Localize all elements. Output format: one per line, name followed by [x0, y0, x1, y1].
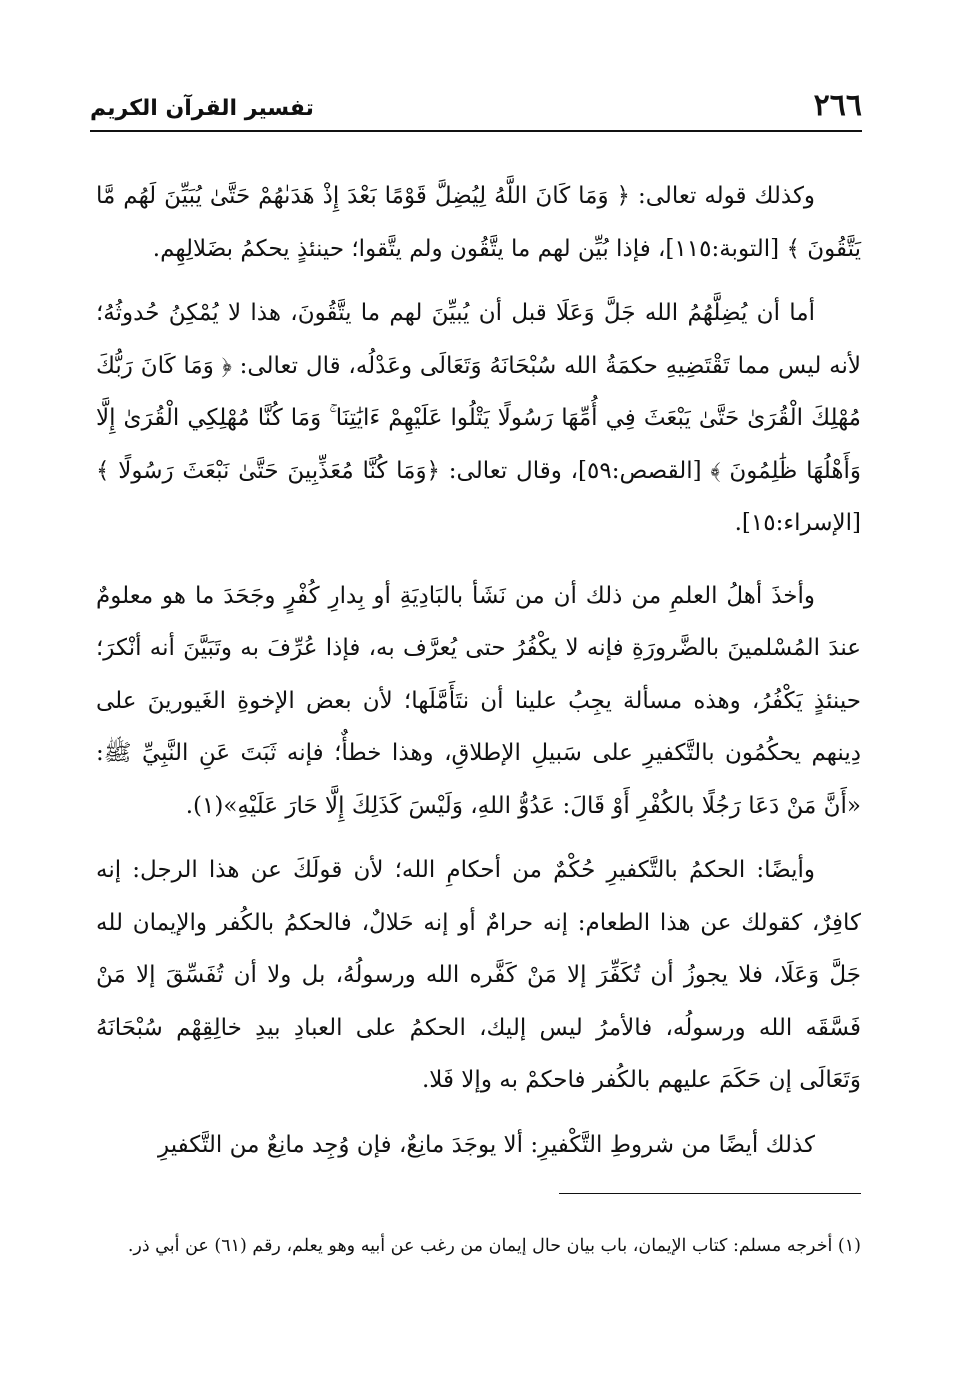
paragraph: وأخذَ أهلُ العلمِ من ذلك أن من نَشَأ بالبَادِيَةِ أو بِدارِ كُفْرٍ وجَحَدَ ما هو معلومٌ عندَ المُسْلمينَ بالضَّرورَةِ فإنه لا يكْفُرُ حتى يُعرَّف به، فإذا عُرِّفَ به وتَبَيَّنَ أنه أنْكرَ؛ حينئذٍ يَكْفُرُ، وهذه مسألة يجِبُ علينا أن نتَأَمَّلَها؛ لأن بعض الإخوةِ الغَيورينَ على دِينهم يحكُمُون بالتَّكفيرِ على سَبيلِ الإطلاقِ، وهذا خطأٌ؛ فإنه ثَبَتَ عَنِ النَّبِيِّ ﷺ: «أَنَّ مَنْ دَعَا رَجُلًا بالكُفْرِ أَوْ قَالَ: عَدُوُّ اللهِ، وَلَيْسَ كَذَلِكَ إِلَّا حَارَ عَلَيْهِ»(١). [96, 582, 861, 819]
paragraph: وكذلك قوله تعالى: ﴿ وَمَا كَانَ اللَّهُ لِيُضِلَّ قَوْمًا بَعْدَ إِذْ هَدَىٰهُمْ حَتَّىٰ يُبَيِّنَ لَهُم مَّا يَتَّقُونَ ﴾ [التوبة:١١٥]، فإذا بُيِّن لهم ما يتَّقُون ولم يتَّقوا؛ حينئذٍ يحكمُ بضَلالِهِم. [96, 183, 861, 262]
footnote-divider [559, 1193, 861, 1194]
page-number: ٢٦٦ [813, 88, 862, 123]
footnote: (١) أخرجه مسلم: كتاب الإيمان، باب بيان حال إيمان من رغب عن أبيه وهو يعلم، رقم (٦١) عن أبي ذر. [127, 1235, 861, 1256]
paragraph: كذلك أيضًا من شروطِ التَّكْفيرِ: ألا يوجَدَ مانِعٌ، فإن وُجِد مانِعٌ من التَّكفيرِ [158, 1131, 815, 1158]
page-header [90, 86, 862, 132]
paragraph: وأيضًا: الحكمُ بالتَّكفيرِ حُكْمٌ من أحكامِ الله؛ لأن قولَكَ عن هذا الرجل: إنه كافِرٌ، كقولك عن هذا الطعام: إنه حرامٌ أو إنه حَلالٌ، فالحكمُ بالكُفر والإيمان لله جَلَّ وَعَلَا، فلا يجوزُ أن تُكَفِّرَ إلا مَنْ كَفَّره الله ورسولُهُ، بل ولا أن تُفَسِّقَ إلا مَنْ فَسَّقَه الله ورسولُه، فالأمرُ ليس إليك، الحكمُ على العبادِ بيدِ خالِقِهْم سُبْحَانَهُ وَتَعَالَى إن حَكَمَ عليهم بالكُفر فاحكمْ به وإلا فَلا. [96, 857, 861, 1093]
paragraph: أما أن يُضِلَّهُمُ الله جَلَّ وَعَلَا قبل أن يُبيِّنَ لهم ما يتَّقُونَ، هذا لا يُمْكِنُ حُدوثُهُ؛ لأنه ليس مما تَقْتَضِيهِ حكمَةُ الله سُبْحَانَهُ وَتَعَالَى وعَدْلُه، قال تعالى: ﴿ وَمَا كَانَ رَبُّكَ مُهْلِكَ الْقُرَىٰ حَتَّىٰ يَبْعَثَ فِي أُمِّهَا رَسُولًا يَتْلُوا عَلَيْهِمْ ءَايَٰتِنَا ۚ وَمَا كُنَّا مُهْلِكِي الْقُرَىٰ إِلَّا وَأَهْلُهَا ظَٰلِمُونَ ﴾ [القصص:٥٩]، وقال تعالى: ﴿وَمَا كُنَّا مُعَذِّبِينَ حَتَّىٰ نَبْعَثَ رَسُولًا ﴾ [الإسراء:١٥]. [96, 300, 861, 536]
body-text [96, 170, 861, 1183]
running-title: تفسير القرآن الكريم [90, 96, 314, 121]
